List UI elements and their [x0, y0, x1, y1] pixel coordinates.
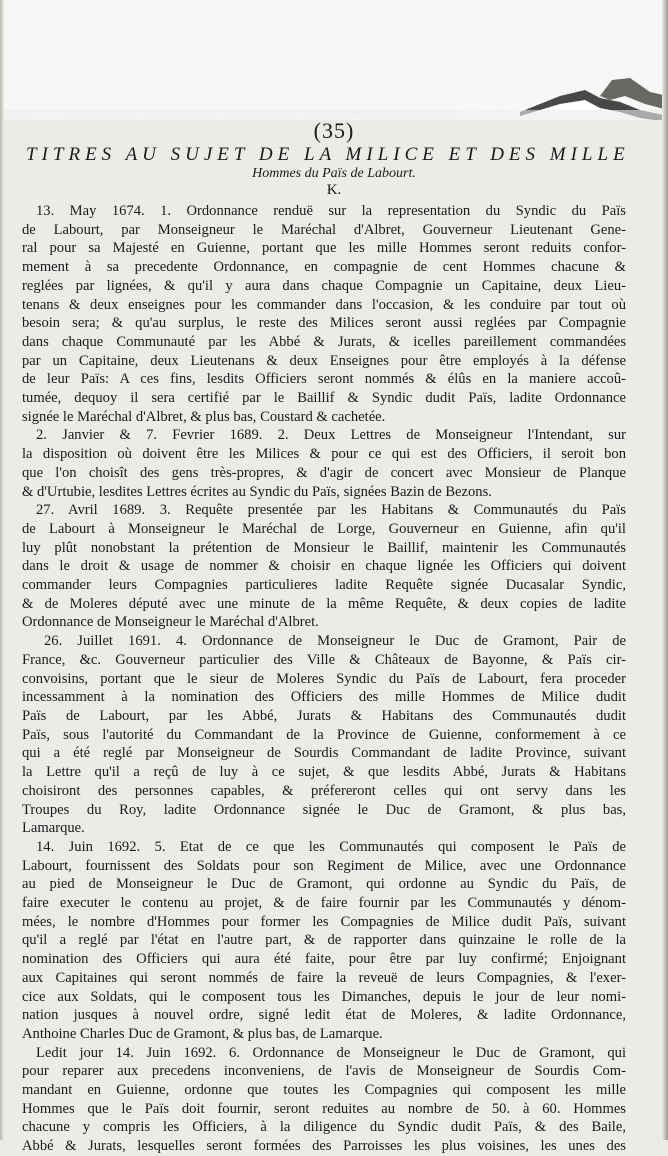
text-line: la disposition où doivent être les Milices & pour ce qui est des Officiers, il seroit bon: [22, 446, 626, 463]
text-line: 2. Janvier & 7. Fevrier 1689. 2. Deux Lettres de Monseigneur l'Intendant, sur: [36, 427, 626, 444]
torn-top-edge: [0, 0, 668, 120]
text-line: choisiront des personnes capables, & préfereront celles qui ont servy dans les: [22, 782, 626, 799]
text-line: 26. Juillet 1691. 4. Ordonnance de Monseigneur le Duc de Gramont, Pair de: [44, 633, 626, 650]
text-line: France, &c. Gouverneur particulier des Ville & Châteaux de Bayonne, & Païs cir-: [22, 651, 626, 668]
section-letter: K.: [326, 182, 342, 198]
page-number: (35): [313, 118, 355, 143]
text-line: Païs, sous l'autorité du Commandant de la Province de Guienne, conformement à ce: [22, 726, 626, 743]
text-line: mées, le nombre d'Hommes pour former les Compagnies de Milice dudit Païs, suivant: [22, 913, 626, 930]
text-line: Ordonnance de Monseigneur le Maréchal d'Albret.: [22, 614, 319, 631]
text-line: chacune y compris les Officiers, à la diligence du Syndic dudit Païs, & des Baile,: [22, 1119, 626, 1136]
text-line: Anthoine Charles Duc de Gramont, & plus bas, de Lamarque.: [22, 1025, 383, 1042]
text-line: 13. May 1674. 1. Ordonnance renduë sur la representation du Syndic du Païs: [36, 203, 626, 219]
text-line: commander leurs Compagnies particulieres ladite Requête signée Ducasalar Syndic,: [22, 577, 626, 594]
text-line: dans le droit & usage de nommer & choisir en chaque lignée les Officiers qui doivent: [22, 558, 626, 575]
page-binding-edge: [662, 0, 668, 1140]
text-line: mandant en Guienne, ordonne que toutes les Compagnies qui composent les mille: [22, 1082, 626, 1099]
text-line: Troupes du Roy, ladite Ordonnance signée le Duc de Gramont, & plus bas,: [22, 801, 626, 818]
text-line: la Lettre qu'il a reçû de luy à ce sujet, & que lesdits Abbé, Jurats & Habitans: [22, 764, 626, 781]
text-line: ral pour sa Majesté en Guienne, portant que les mille Hommes seront reduits confor-: [22, 240, 626, 257]
document-title: TITRES AU SUJET DE LA MILICE ET DES MILLE: [26, 144, 630, 165]
text-line: de Labourt, par Monseigneur le Maréchal d'Albret, Gouverneur Lieutenant Gene-: [22, 221, 626, 238]
text-line: qu'il a reglé par l'état en l'autre part, & de rapporter dans quinzaine le rolle de la: [22, 932, 626, 949]
text-line: de Labourt à Monseigneur le Maréchal de Lorge, Gouverneur en Guienne, afin qu'il: [22, 520, 626, 537]
text-line: faire executer le contenu au projet, & de faire fournir par les Communautés y dénom-: [22, 895, 626, 912]
text-line: nomination des Officiers qui aura été faite, pour être par luy confirmé; Enjoignant: [22, 951, 626, 968]
text-line: qui a été reglé par Monseigneur de Sourdis Commandant de ladite Province, suivant: [22, 745, 626, 762]
page-left-edge: [0, 0, 4, 1140]
text-line: 27. Avril 1689. 3. Requête presentée par les Habitans & Communautés du Païs: [36, 502, 626, 519]
text-line: Hommes que le Païs doit fournir, seront reduites au nombre de 50. à 60. Hommes: [22, 1100, 626, 1117]
text-line: de leur Païs: A ces fins, lesdits Officiers seront nommés & élûs en la maniere accoû-: [22, 371, 626, 388]
text-line: tumée, dequoy il sera certifié par le Baillif & Syndic dudit Païs, ladite Ordonnance: [22, 390, 626, 407]
text-line: convoisins, portant que le sieur de Moleres Syndic du Païs de Labourt, fera proceder: [22, 670, 626, 687]
text-line: nation jusques à nouvel ordre, signé ledit état de Moleres, & ladite Ordonnance,: [22, 1007, 626, 1024]
document-subtitle: Hommes du Païs de Labourt.: [252, 166, 416, 181]
text-line: mement à sa precedente Ordonnance, en compagnie de cent Hommes chacune &: [22, 259, 626, 276]
text-line: par un Capitaine, deux Lieutenans & deux Enseignes pour être employés à la défense: [22, 352, 626, 369]
text-line: & d'Urtubie, lesdites Lettres écrites au Syndic du Païs, signées Bazin de Bezons.: [22, 483, 492, 500]
text-line: signée le Maréchal d'Albret, & plus bas, Coustard & cachetée.: [22, 408, 386, 425]
text-line: au pied de Monseigneur le Duc de Gramont, qui ordonne au Syndic du Païs, de: [22, 876, 626, 893]
text-line: luy plût nonobstant la prétention de Monsieur le Baillif, maintenir les Communautés: [22, 539, 626, 556]
text-line: dans chaque Communauté par les Abbé & Jurats, & icelles pareillement commandées: [22, 333, 626, 350]
text-line: tenans & deux enseignes pour les commander dans l'occasion, & les conduire par tout où: [22, 296, 626, 313]
text-line: Abbé & Jurats, lesquelles seront formées des Parroisses les plus voisines, les unes des: [22, 1138, 626, 1155]
text-line: incessamment à la nomination des Officiers des mille Hommes de Milice dudit: [22, 689, 626, 706]
document-body: [22, 202, 626, 1156]
text-line: reglées par lignées, & qu'il y aura dans chaque Compagnie un Capitaine, deux Lieu-: [22, 277, 626, 294]
text-line: besoin sera; & qu'au surplus, le reste des Milices seront aussi reglées par Compagnie: [22, 315, 626, 332]
text-line: pour reparer aux precedens inconveniens, de l'avis de Monseigneur de Sourdis Com-: [22, 1063, 626, 1080]
text-line: Païs de Labourt, par les Abbé, Jurats & Habitans des Communautés dudit: [22, 707, 626, 724]
text-line: Labourt, fournissent des Soldats pour son Regiment de Milice, avec une Ordonnance: [22, 857, 626, 874]
text-line: Ledit jour 14. Juin 1692. 6. Ordonnance de Monseigneur le Duc de Gramont, qui: [36, 1044, 626, 1061]
text-line: & de Moleres député avec une minute de la même Requête, & deux copies de ladite: [22, 595, 626, 612]
text-line: Lamarque.: [22, 820, 85, 837]
text-line: que l'on choisît des gens très-propres, & d'agir de concert avec Monsieur de Planque: [22, 464, 626, 481]
text-line: aux Capitaines qui seront nommés de faire la reveuë de leurs Compagnies, & l'exer-: [22, 969, 626, 986]
text-line: cice aux Soldats, qui le composent tous les Dimanches, depuis le jour de leur nomi-: [22, 988, 626, 1005]
text-line: 14. Juin 1692. 5. Etat de ce que les Communautés qui composent le Païs de: [36, 838, 626, 855]
